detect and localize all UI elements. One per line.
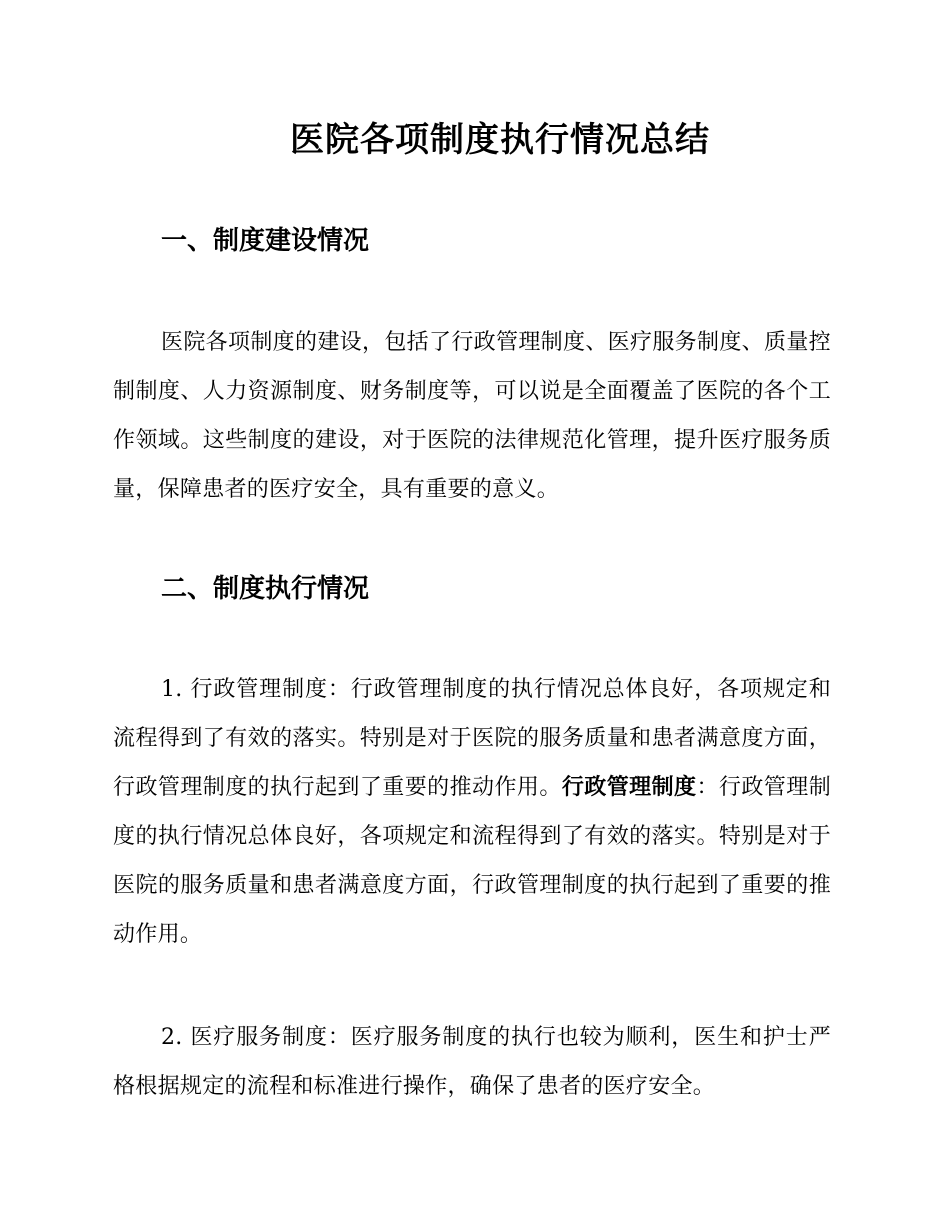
section-1-paragraph: 医院各项制度的建设，包括了行政管理制度、医疗服务制度、质量控制制度、人力资源制度、财务制度等，可以说是全面覆盖了医院的各个工作领域。这些制度的建设，对于医院的法律规范化管理，提升医疗服务质量，保障患者的医疗安全，具有重要的意义。 xyxy=(113,330,831,502)
item-1-lead-text: 1. 行政管理制度：行政管理制度的执行情况总体良好，各项规定和流程得到了有效的落实。特别是对于医院的服务质量和患者满意度方面，行政管理制度的执行起到了重要的推动作用。 xyxy=(113,677,831,800)
item-1-tail-text: ：行政管理制度的执行情况总体良好，各项规定和流程得到了有效的落实。特别是对于医院的服务质量和患者满意度方面，行政管理制度的执行起到了重要的推动作用。 xyxy=(113,775,831,947)
section-heading-1: 一、制度建设情况 xyxy=(161,226,370,256)
section-2-item-1 xyxy=(113,665,831,959)
document-title: 医院各项制度执行情况总结 xyxy=(290,120,710,160)
section-2-item-2: 2. 医疗服务制度：医疗服务制度的执行也较为顺利，医生和护士严格根据规定的流程和标准进行操作，确保了患者的医疗安全。 xyxy=(113,1025,831,1099)
item-1-bold-term: 行政管理制度 xyxy=(561,775,697,800)
section-heading-2: 二、制度执行情况 xyxy=(161,574,370,604)
